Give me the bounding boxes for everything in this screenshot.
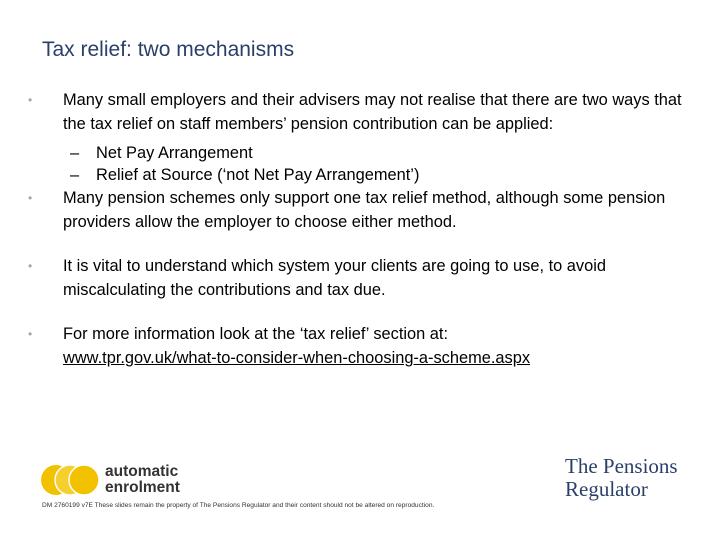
bullet-icon: •: [28, 327, 33, 341]
sub-bullet-list: [28, 142, 698, 186]
slide-content: [28, 88, 698, 370]
bullet-item: [28, 322, 698, 370]
bullet-item: [28, 186, 698, 234]
ae-logo-wordmark: [105, 464, 180, 496]
dash-icon: –: [70, 144, 80, 162]
bullet-text: Many small employers and their advisers may not realise that there are two ways that the tax relief on staff members’ pension contribution can be applied:: [63, 91, 682, 133]
bullet-text: For more information look at the ‘tax relief’ section at:: [63, 325, 449, 343]
bullet-icon: •: [28, 259, 33, 273]
sub-bullet-text: Relief at Source (‘not Net Pay Arrangement’): [96, 166, 420, 184]
sub-bullet-item: [28, 164, 698, 186]
automatic-enrolment-logo: [40, 462, 190, 498]
scheme-guidance-link[interactable]: www.tpr.gov.uk/what-to-consider-when-choosing-a-scheme.aspx: [63, 349, 531, 367]
disclaimer-text: DM 2760199 v7E These slides remain the property of The Pensions Regulator and their content should not be altered on reproduction.: [42, 502, 435, 509]
sub-bullet-text: Net Pay Arrangement: [96, 144, 253, 162]
dash-icon: –: [70, 166, 80, 184]
bullet-item: [28, 254, 698, 302]
tpr-logo-line: Regulator: [565, 477, 648, 501]
bullet-item: [28, 88, 698, 136]
sub-bullet-item: [28, 142, 698, 164]
ae-logo-line: automatic: [105, 463, 179, 480]
bullet-text: Many pension schemes only support one tax relief method, although some pension providers allow the employer to choose either method.: [63, 189, 666, 231]
ae-logo-line: enrolment: [105, 479, 180, 496]
bullet-icon: •: [28, 191, 33, 205]
bullet-icon: •: [28, 93, 33, 107]
pensions-regulator-logo: [565, 455, 678, 501]
bullet-text: It is vital to understand which system your clients are going to use, to avoid miscalculating the contributions and tax due.: [63, 257, 606, 299]
ae-circles-icon: [40, 462, 102, 498]
tpr-logo-line: The Pensions: [565, 454, 678, 478]
slide-title: Tax relief: two mechanisms: [42, 38, 295, 61]
